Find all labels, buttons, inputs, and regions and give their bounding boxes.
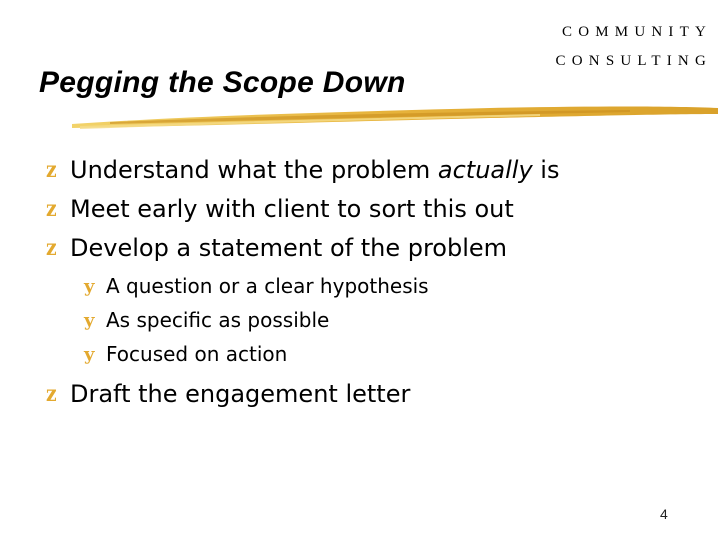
title-underline-brushstroke (70, 102, 720, 132)
sub-bullet-marker-icon: y (84, 275, 95, 297)
bullet-marker-icon: z (45, 381, 57, 407)
sub-bullet-item (84, 274, 429, 298)
brand-line-consulting: CONSULTING (555, 53, 712, 69)
bullet-text: Understand what the problem actually is (70, 156, 560, 184)
bullet-marker-icon: z (45, 235, 57, 261)
sub-bullet-item (84, 342, 287, 366)
bullet-item (44, 380, 410, 408)
bullet-marker-icon: z (45, 157, 57, 183)
bullet-text: Meet early with client to sort this out (70, 195, 514, 223)
bullet-item (44, 156, 559, 184)
bullet-item (44, 195, 514, 223)
slide-title: Pegging the Scope Down (39, 66, 406, 99)
bullet-text: Draft the engagement letter (70, 380, 411, 408)
sub-bullet-text: A question or a clear hypothesis (106, 274, 429, 298)
sub-bullet-item (84, 308, 329, 332)
bullet-item (44, 234, 507, 262)
sub-bullet-marker-icon: y (84, 309, 95, 331)
page-number: 4 (660, 506, 668, 522)
sub-bullet-text: Focused on action (106, 342, 288, 366)
sub-bullet-marker-icon: y (84, 343, 95, 365)
bullet-marker-icon: z (45, 196, 57, 222)
sub-bullet-text: As specific as possible (106, 308, 330, 332)
brand-line-community: COMMUNITY (562, 24, 712, 40)
bullet-text: Develop a statement of the problem (70, 234, 508, 262)
